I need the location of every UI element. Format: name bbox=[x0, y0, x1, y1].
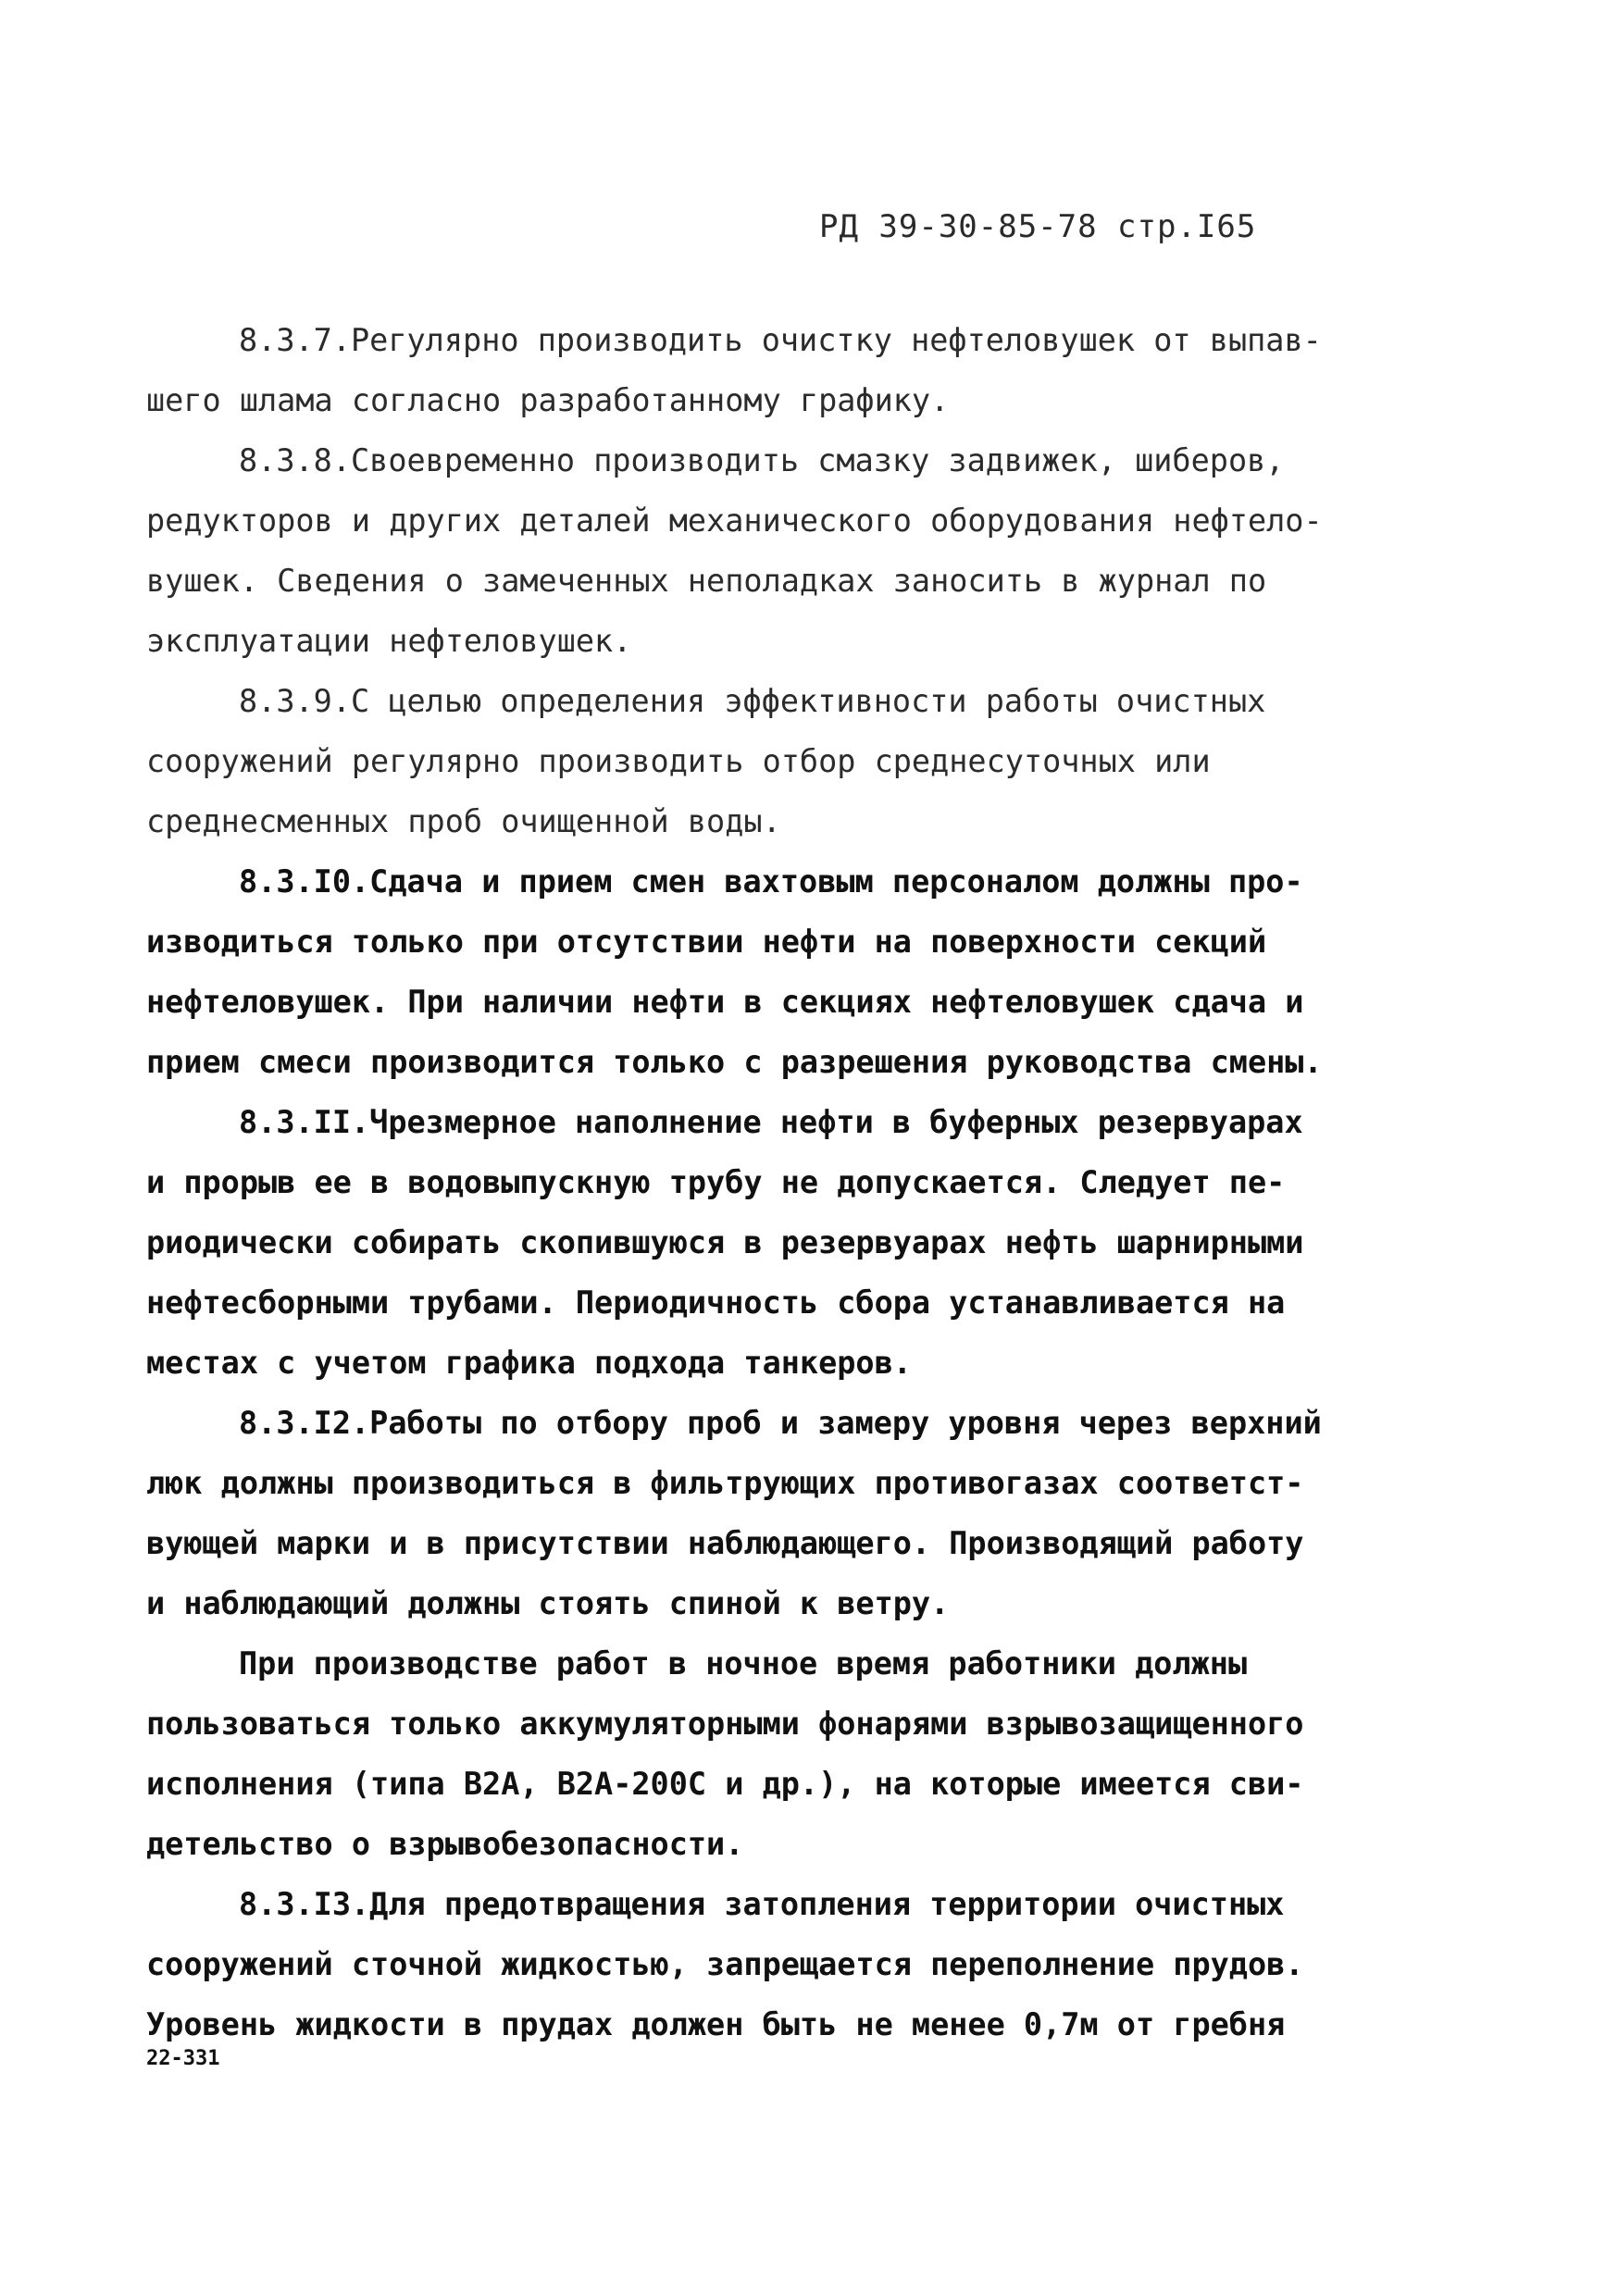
text-line: 8.3.7.Регулярно производить очистку нефтеловушек от выпав- bbox=[239, 322, 1322, 358]
paragraph-8-3-12-continued bbox=[146, 1633, 1313, 1874]
text-line: 8.3.9.С целью определения эффективности работы очистных bbox=[239, 683, 1266, 719]
text-line: Уровень жидкости в прудах должен быть не менее 0,7м от гребня bbox=[146, 2006, 1286, 2042]
text-line: пользоваться только аккумуляторными фонарями взрывозащищенного bbox=[146, 1706, 1304, 1742]
text-line: детельство о взрывобезопасности. bbox=[146, 1826, 744, 1862]
text-line: и наблюдающий должны стоять спиной к ветру. bbox=[146, 1585, 950, 1621]
paragraph-8-3-8 bbox=[146, 430, 1323, 671]
text-line: нефтеловушек. При наличии нефти в секциях нефтеловушек сдача и bbox=[146, 984, 1304, 1020]
text-line: и прорыв ее в водовыпускную трубу не допускается. Следует пе- bbox=[146, 1164, 1286, 1200]
text-line: При производстве работ в ночное время работники должны bbox=[239, 1645, 1248, 1682]
page-header bbox=[819, 208, 1256, 245]
document-reference: РД 39-30-85-78 стр.I65 bbox=[819, 208, 1257, 245]
text-line: исполнения (типа В2А, В2А-200С и др.), на которые имеется сви- bbox=[146, 1766, 1304, 1802]
text-line: 8.3.I3.Для предотвращения затопления территории очистных bbox=[239, 1886, 1285, 1922]
paragraph-8-3-7 bbox=[146, 310, 1322, 430]
text-line: шего шлама согласно разработанному графику. bbox=[146, 382, 950, 418]
paragraph-8-3-10 bbox=[146, 851, 1323, 1092]
paragraph-8-3-12 bbox=[146, 1393, 1322, 1633]
footer-code: 22-331 bbox=[146, 2047, 220, 2070]
text-line: местах с учетом графика подхода танкеров. bbox=[146, 1345, 912, 1381]
text-line: среднесменных проб очищенной воды. bbox=[146, 803, 781, 839]
text-line: нефтесборными трубами. Периодичность сбора устанавливается на bbox=[146, 1285, 1286, 1321]
paragraph-8-3-9 bbox=[146, 671, 1313, 851]
text-line: вующей марки и в присутствии наблюдающего. Производящий работу bbox=[146, 1525, 1304, 1561]
text-line: вушек. Сведения о замеченных неполадках заносить в журнал по bbox=[146, 563, 1267, 599]
text-line: люк должны производиться в фильтрующих противогазах соответст- bbox=[146, 1465, 1304, 1501]
text-line: сооружений сточной жидкостью, запрещается переполнение прудов. bbox=[146, 1946, 1304, 1982]
document-body bbox=[146, 310, 1323, 2054]
text-line: редукторов и других деталей механического оборудования нефтело- bbox=[146, 503, 1323, 539]
text-line: 8.3.I0.Сдача и прием смен вахтовым персоналом должны про- bbox=[239, 863, 1303, 900]
page-footer bbox=[146, 2047, 219, 2070]
text-line: сооружений регулярно производить отбор среднесуточных или bbox=[146, 743, 1211, 779]
text-line: 8.3.II.Чрезмерное наполнение нефти в буферных резервуарах bbox=[239, 1104, 1303, 1140]
text-line: прием смеси производится только с разрешения руководства смены. bbox=[146, 1044, 1323, 1080]
text-line: 8.3.8.Своевременно производить смазку задвижек, шиберов, bbox=[239, 442, 1285, 478]
paragraph-8-3-11 bbox=[146, 1092, 1313, 1393]
text-line: изводиться только при отсутствии нефти на поверхности секций bbox=[146, 924, 1267, 960]
text-line: 8.3.I2.Работы по отбору проб и замеру уровня через верхний bbox=[239, 1405, 1322, 1441]
text-line: риодически собирать скопившуюся в резервуарах нефть шарнирными bbox=[146, 1224, 1304, 1260]
paragraph-8-3-13 bbox=[146, 1874, 1313, 2054]
text-line: эксплуатации нефтеловушек. bbox=[146, 623, 632, 659]
